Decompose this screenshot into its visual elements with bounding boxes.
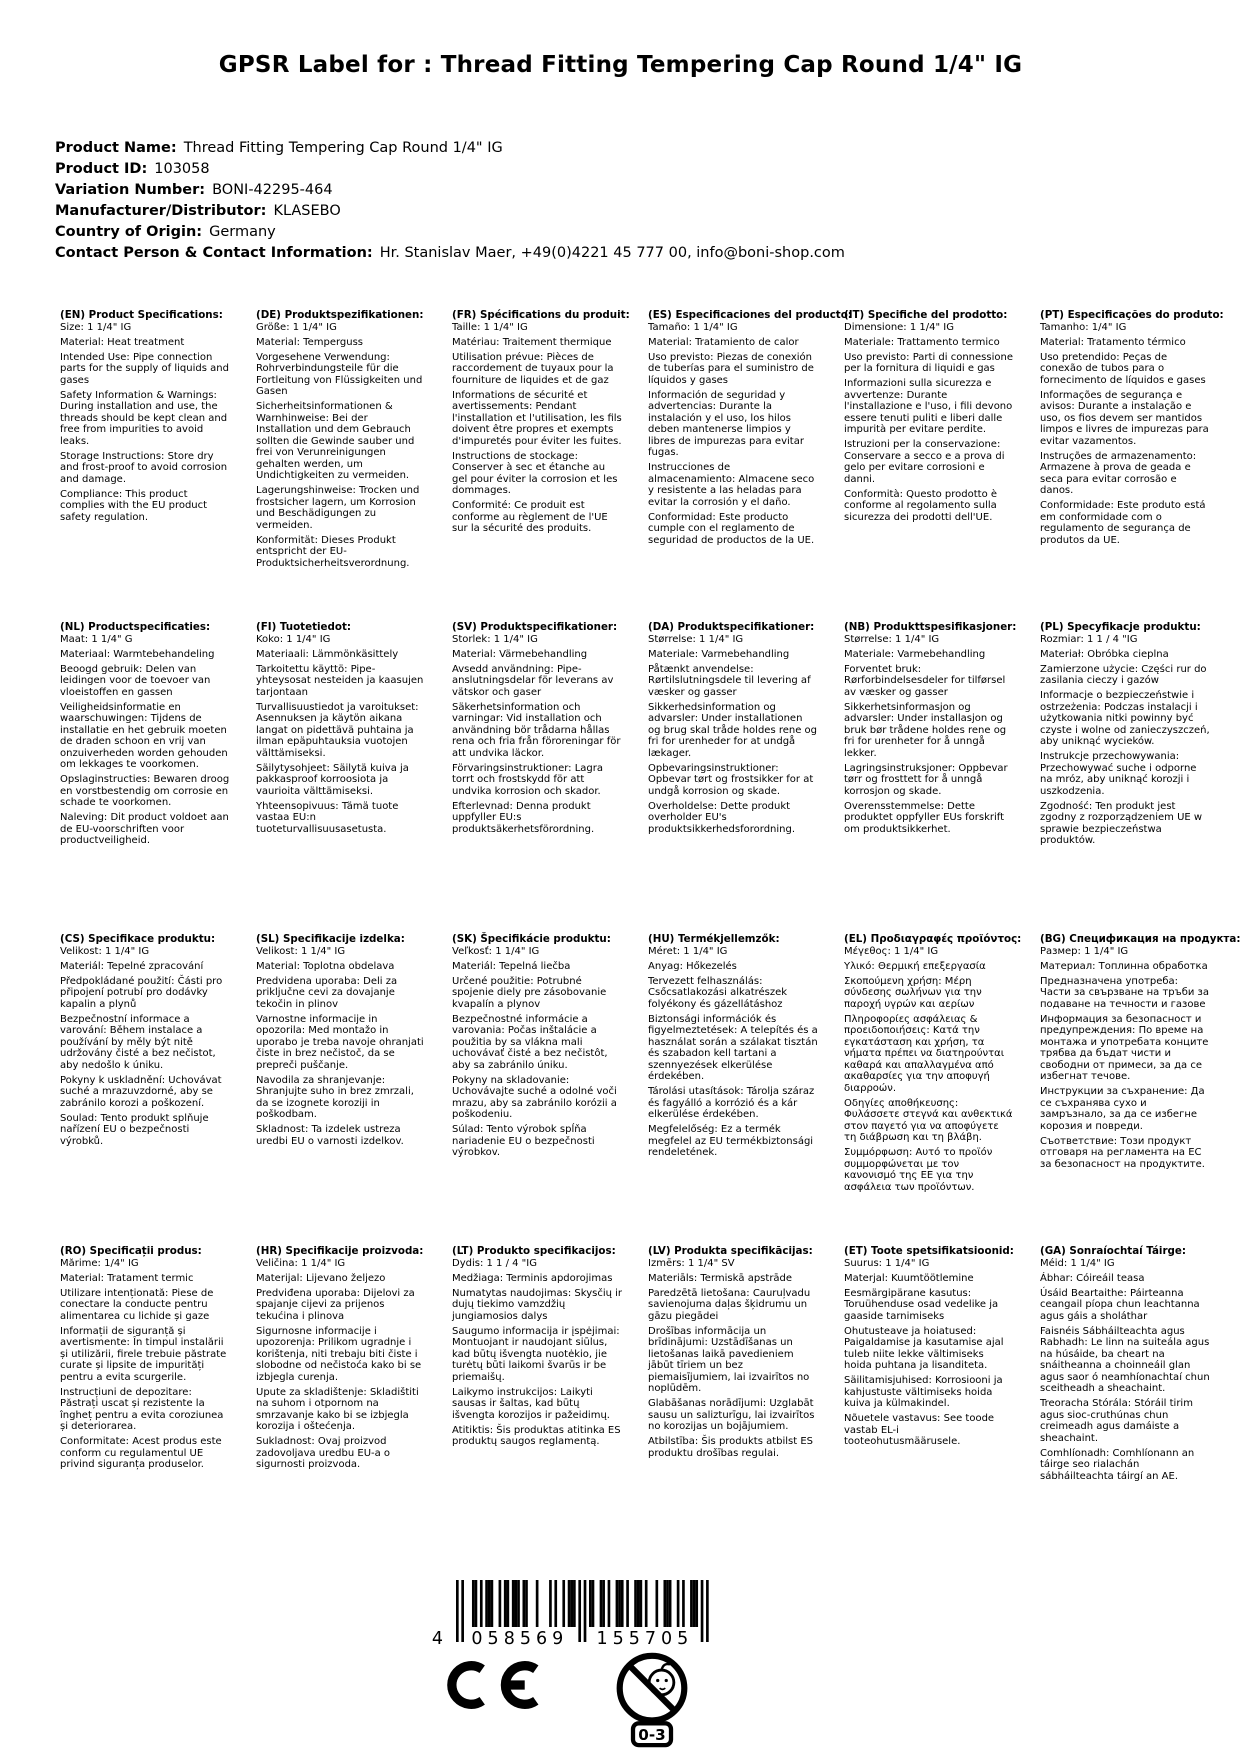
lang-block-lv bbox=[648, 1246, 818, 1558]
block-title: (IT) Specifiche del prodotto: bbox=[844, 309, 1008, 321]
block-title: (ET) Toote spetsifikatsioonid: bbox=[844, 1245, 1014, 1257]
block-paragraph: Turvallisuustiedot ja varoitukset: Asennuksen ja käytön aikana langat on pidettävä puhtaina ja ilman epäpuhtauksia vuotojen välttämiseksi. bbox=[256, 701, 419, 759]
block-paragraph: Yhteensopivuus: Tämä tuote vastaa EU:n tuoteturvallisuusasetusta. bbox=[256, 800, 399, 835]
block-paragraph: Säilitamisjuhised: Korrosiooni ja kahjustuste vältimiseks hoida kuiva ja külmakindel. bbox=[844, 1375, 1003, 1409]
block-paragraph: Conformité: Ce produit est conforme au règlement de l'UE sur la sécurité des produits. bbox=[452, 500, 608, 534]
lang-block-pt bbox=[1040, 309, 1224, 622]
block-size-line: Tamanho: 1/4" IG bbox=[1040, 321, 1127, 333]
block-size-line: Izmērs: 1 1/4" SV bbox=[648, 1257, 735, 1269]
block-paragraph: Soulad: Tento produkt splňuje nařízení EU o bezpečnosti výrobků. bbox=[60, 1112, 209, 1147]
block-paragraph: Material: Tratament termic bbox=[60, 1272, 194, 1284]
block-paragraph: Información de seguridad y advertencias: Durante la instalación y el uso, los hilos deben mantenerse limpios y libres de impurezas para evitar fugas. bbox=[648, 389, 804, 458]
block-paragraph: Comhlíonadh: Comhlíonann an táirge seo rialachán sábháilteachta táirgí an AE. bbox=[1040, 1447, 1195, 1482]
block-paragraph: Veiligheidsinformatie en waarschuwingen: Tijdens de installatie en het gebruik moeten de draden schoon en vrij van onzuiverheden worden gehouden om lekkages te voorkomen. bbox=[60, 701, 228, 770]
block-title: (GA) Sonraíochtaí Táirge: bbox=[1040, 1245, 1187, 1257]
block-paragraph: Sikkerhetsinformasjon og advarsler: Under installasjon og bruk bør trådene holdes rene og fri for urenheter for å unngå lekker. bbox=[844, 701, 1007, 759]
product-name-row bbox=[55, 138, 845, 159]
block-size-line: Taille: 1 1/4" IG bbox=[452, 321, 528, 333]
variation-number-label: Variation Number: bbox=[55, 182, 206, 198]
block-paragraph: Instrucțiuni de depozitare: Păstrați uscat și rezistente la îngheț pentru a evita coroziunea și deteriorarea. bbox=[60, 1386, 224, 1432]
block-paragraph: Uso previsto: Parti di connessione per la fornitura di liquidi e gas bbox=[844, 351, 1013, 374]
block-paragraph: Storage Instructions: Store dry and frost-proof to avoid corrosion and damage. bbox=[60, 450, 228, 485]
block-size-line: Velikost: 1 1/4" IG bbox=[256, 945, 346, 957]
block-title: (LT) Produkto specifikacijos: bbox=[452, 1245, 616, 1257]
block-paragraph: Úsáid Beartaithe: Páirteanna ceangail píopa chun leachtanna agus gáis a sholáthar bbox=[1040, 1287, 1200, 1322]
block-paragraph: Tervezett felhasználás: Csőcsatlakozási alkatrészek folyékony és gázellátáshoz bbox=[648, 975, 788, 1010]
product-name-value: Thread Fitting Tempering Cap Round 1/4" IG bbox=[183, 140, 503, 156]
barcode-digits-right: 155705 bbox=[596, 1629, 694, 1649]
block-paragraph: Инструкции за съхранение: Да се съхранява сухо и замръзнало, за да се избегне корозия и повреди. bbox=[1040, 1086, 1205, 1132]
barcode-bars bbox=[432, 1580, 722, 1650]
block-paragraph: Konformität: Dieses Produkt entspricht der EU-Produktsicherheitsverordnung. bbox=[256, 534, 410, 569]
block-paragraph: Treoracha Stórála: Stóráil tirim agus sioc-cruthúnas chun creimeadh agus damáiste a sheachaint. bbox=[1040, 1398, 1193, 1444]
block-title: (FI) Tuotetiedot: bbox=[256, 621, 351, 633]
block-paragraph: Materiál: Tepelné zpracování bbox=[60, 960, 204, 972]
block-paragraph: Určené použitie: Potrubné spojenie diely pre zásobovanie kvapalín a plynov bbox=[452, 975, 607, 1010]
block-paragraph: Sikkerhedsinformation og advarsler: Under installationen og brug skal tråde holdes rene og fri for urenheder for at undgå lækager. bbox=[648, 701, 818, 759]
block-size-line: Suurus: 1 1/4" IG bbox=[844, 1257, 930, 1269]
block-paragraph: Informații de siguranță și avertismente: În timpul instalării și utilizării, firele trebuie păstrate curate și lipsite de impurități pentru a evita scurgerile. bbox=[60, 1325, 227, 1383]
block-paragraph: Medžiaga: Terminis apdorojimas bbox=[452, 1272, 613, 1284]
block-paragraph: Materjal: Kuumtöötlemine bbox=[844, 1272, 974, 1284]
lang-block-sl bbox=[256, 934, 426, 1246]
block-paragraph: Overholdelse: Dette produkt overholder EU's produktsikkerhedsforordning. bbox=[648, 800, 796, 835]
country-of-origin-value: Germany bbox=[209, 224, 276, 240]
lang-block-ro bbox=[60, 1246, 230, 1558]
block-paragraph: Материал: Топлинна обработка bbox=[1040, 960, 1208, 972]
block-paragraph: Varnostne informacije in opozorila: Med montažo in uporabo je treba navoje ohranjati čiste in brez nečistoč, da se prepreči puščanje. bbox=[256, 1013, 424, 1071]
block-paragraph: Tárolási utasítások: Tárolja száraz és fagyálló a korrózió és a kár elkerülése érdekében. bbox=[648, 1086, 815, 1120]
block-paragraph: Material: Värmebehandling bbox=[452, 648, 588, 660]
block-title: (DA) Produktspecifikationer: bbox=[648, 621, 815, 633]
product-id-value: 103058 bbox=[154, 161, 210, 177]
block-paragraph: Overensstemmelse: Dette produktet oppfyller EUs forskrift om produktsikkerhet. bbox=[844, 800, 1005, 835]
variation-number-value: BONI-42295-464 bbox=[212, 182, 333, 198]
product-info-section bbox=[55, 138, 845, 264]
block-paragraph: Předpokládané použití: Části pro připojení potrubí pro dodávky kapalin a plynů bbox=[60, 975, 223, 1010]
block-paragraph: Predviđena uporaba: Dijelovi za spajanje cijevi za prijenos tekućina i plinova bbox=[256, 1287, 415, 1322]
block-paragraph: Bezpečnostné informácie a varovania: Počas inštalácie a použitia by sa vlákna mali uchovávať čisté a bez nečistôt, aby sa zabránilo úniku. bbox=[452, 1013, 608, 1071]
block-paragraph: Πληροφορίες ασφάλειας & προειδοποιήσεις: Κατά την εγκατάσταση και χρήση, τα νήματα πρέπει να διατηρούνται καθαρά και απαλλαγμένα από ακαθαρσίες για την αποφυγή διαρροών. bbox=[844, 1013, 1005, 1094]
lang-block-cs bbox=[60, 934, 230, 1246]
block-paragraph: Ohutusteave ja hoiatused: Paigaldamise ja kasutamise ajal tuleb niite lekke vältimiseks hoida puhtana ja lisanditeta. bbox=[844, 1325, 1004, 1371]
block-paragraph: Intended Use: Pipe connection parts for the supply of liquids and gases bbox=[60, 351, 229, 386]
lang-block-it bbox=[844, 310, 1014, 622]
block-title: (SV) Produktspecifikationer: bbox=[452, 621, 618, 633]
block-paragraph: Materiál: Tepelná liečba bbox=[452, 960, 571, 972]
block-paragraph: Materiaali: Lämmönkäsittely bbox=[256, 648, 399, 660]
block-paragraph: Laikymo instrukcijos: Laikyti sausas ir šaltas, kad būtų išvengta korozijos ir pažeidimų. bbox=[452, 1386, 610, 1421]
block-size-line: Размер: 1 1/4" IG bbox=[1040, 945, 1129, 957]
block-size-line: Velikost: 1 1/4" IG bbox=[60, 945, 150, 957]
block-paragraph: Materiale: Trattamento termico bbox=[844, 336, 1000, 348]
block-title: (BG) Спецификация на продукта: bbox=[1040, 933, 1241, 945]
lang-block-fi bbox=[256, 622, 426, 934]
block-paragraph: Ábhar: Cóireáil teasa bbox=[1040, 1272, 1145, 1284]
lang-block-nb bbox=[844, 621, 1017, 934]
block-paragraph: Informacje o bezpieczeństwie i ostrzeżenia: Podczas instalacji i użytkowania nitki powinny być czyste i wolne od zanieczyszczeń, aby uniknąć wycieków. bbox=[1040, 690, 1210, 747]
block-paragraph: Materiale: Varmebehandling bbox=[648, 648, 790, 660]
block-paragraph: Информация за безопасност и предупреждения: По време на монтажа и употребата конците трябва да бъдат чисти и свободни от примеси, за да се избегнат течове. bbox=[1040, 1013, 1209, 1082]
lang-block-sv bbox=[452, 622, 622, 934]
age-warning-icon bbox=[614, 1648, 690, 1753]
block-paragraph: Οδηγίες αποθήκευσης: Φυλάσσετε στεγνά και ανθεκτικά στον παγετό για να αποφύγετε τη διάβρωση και τη βλάβη. bbox=[844, 1097, 1013, 1143]
block-paragraph: Drošības informācija un brīdinājumi: Uzstādīšanas un lietošanas laikā pavedieniem jābūt tīriem un bez piemaisījumiem, lai izvairītos no noplūdēm. bbox=[648, 1325, 810, 1394]
block-paragraph: Uso previsto: Piezas de conexión de tuberías para el suministro de líquidos y gases bbox=[648, 351, 814, 386]
block-paragraph: Opbevaringsinstruktioner: Opbevar tørt og frostsikker for at undgå korrosion og skade. bbox=[648, 762, 814, 797]
block-title: (HU) Termékjellemzők: bbox=[648, 933, 780, 945]
block-title: (HR) Specifikacije proizvoda: bbox=[256, 1245, 424, 1257]
block-paragraph: Lagringsinstruksjoner: Oppbevar tørr og frosttett for å unngå korrosjon og skade. bbox=[844, 762, 1008, 797]
block-paragraph: Säilytysohjeet: Säilytä kuiva ja pakkasproof korroosiota ja vaurioita välttämiseksi. bbox=[256, 762, 409, 797]
block-paragraph: Sukladnost: Ovaj proizvod zadovoljava uredbu EU-a o sigurnosti proizvoda. bbox=[256, 1436, 391, 1470]
ce-mark-icon bbox=[446, 1660, 542, 1710]
block-size-line: Größe: 1 1/4" IG bbox=[256, 321, 337, 333]
block-paragraph: Pokyny k uskladnění: Uchovávat suché a mrazuvzdorné, aby se zabránilo korozi a poškození. bbox=[60, 1074, 222, 1109]
lang-block-et bbox=[844, 1246, 1014, 1558]
block-paragraph: Compliance: This product complies with the EU product safety regulation. bbox=[60, 488, 208, 523]
block-paragraph: Materijal: Lijevano željezo bbox=[256, 1272, 386, 1284]
block-title: (DE) Produktspezifikationen: bbox=[256, 309, 424, 321]
block-paragraph: Materiaal: Warmtebehandeling bbox=[60, 648, 215, 660]
block-paragraph: Glabāšanas norādījumi: Uzglabāt sausu un salizturīgu, lai izvairītos no korozijas un bojājumiem. bbox=[648, 1398, 815, 1432]
product-name-label: Product Name: bbox=[55, 140, 177, 156]
block-size-line: Méid: 1 1/4" IG bbox=[1040, 1257, 1115, 1269]
block-size-line: Mărime: 1/4" IG bbox=[60, 1257, 139, 1269]
contact-label: Contact Person & Contact Information: bbox=[55, 245, 373, 261]
block-paragraph: Beoogd gebruik: Delen van leidingen voor de toevoer van vloeistoffen en gassen bbox=[60, 663, 211, 698]
block-paragraph: Zgodność: Ten produkt jest zgodny z rozporządzeniem UE w sprawie bezpieczeństwa produktów. bbox=[1040, 800, 1203, 846]
block-paragraph: Conformidad: Este producto cumple con el reglamento de seguridad de productos de la UE. bbox=[648, 511, 815, 546]
block-paragraph: Lagerungshinweise: Trocken und frostsicher lagern, um Korrosion und Beschädigungen zu vermeiden. bbox=[256, 485, 420, 531]
block-paragraph: Tarkoitettu käyttö: Pipe-yhteysosat nesteiden ja kaasujen tarjontaan bbox=[256, 663, 424, 698]
block-paragraph: Megfelelőség: Ez a termék megfelel az EU termékbiztonsági rendeletének. bbox=[648, 1124, 814, 1158]
block-paragraph: Eesmärgipärane kasutus: Toruühenduse osad vedelike ja gaaside tarnimiseks bbox=[844, 1287, 999, 1322]
block-paragraph: Navodila za shranjevanje: Shranjujte suho in brez zmrzali, da se izognete koroziji in poškodbam. bbox=[256, 1074, 414, 1120]
block-paragraph: Materiał: Obróbka cieplna bbox=[1040, 648, 1169, 660]
block-size-line: Μέγεθος: 1 1/4" IG bbox=[844, 945, 939, 957]
block-paragraph: Uso pretendido: Peças de conexão de tubos para o fornecimento de líquidos e gases bbox=[1040, 351, 1206, 386]
block-paragraph: Säkerhetsinformation och varningar: Vid installation och användning bör trådarna hållas rena och fria från föroreningar för att undvika läckor. bbox=[452, 701, 621, 759]
block-title: (RO) Specificații produs: bbox=[60, 1245, 202, 1257]
contact-value: Hr. Stanislav Maer, +49(0)4221 45 777 00, info@boni-shop.com bbox=[379, 245, 845, 261]
block-paragraph: Naleving: Dit product voldoet aan de EU-voorschriften voor productveiligheid. bbox=[60, 812, 229, 846]
block-paragraph: Nõuetele vastavus: See toode vastab EL-i tooteohutusmäärusele. bbox=[844, 1413, 995, 1447]
manufacturer-row bbox=[55, 201, 845, 222]
block-title: (NL) Productspecificaties: bbox=[60, 621, 211, 633]
block-paragraph: Conformità: Questo prodotto è conforme al regolamento sulla sicurezza dei prodotti dell'UE. bbox=[844, 488, 998, 523]
block-paragraph: Istruzioni per la conservazione: Conservare a secco e a prova di gelo per evitare corrosioni e danni. bbox=[844, 439, 1005, 485]
block-title: (LV) Produkta specifikācijas: bbox=[648, 1245, 813, 1257]
block-paragraph: Efterlevnad: Denna produkt uppfyller EU:s produktsäkerhetsförordning. bbox=[452, 800, 595, 835]
block-paragraph: Zamierzone użycie: Części rur do zasilania cieczy i gazów bbox=[1040, 663, 1207, 686]
manufacturer-value: KLASEBO bbox=[273, 203, 341, 219]
lang-block-el bbox=[844, 933, 1022, 1246]
age-warning-label: 0-3 bbox=[638, 1725, 666, 1744]
block-paragraph: Material: Tratamiento de calor bbox=[648, 336, 799, 348]
block-paragraph: Σκοπούμενη χρήση: Μέρη σύνδεσης σωλήνων για την παροχή υγρών και αερίων bbox=[844, 975, 982, 1010]
block-paragraph: Utilizare intenționată: Piese de conectare la conducte pentru alimentarea cu lichide și gaze bbox=[60, 1287, 214, 1322]
block-paragraph: Avsedd användning: Pipe-anslutningsdelar för leverans av vätskor och gaser bbox=[452, 663, 614, 698]
block-paragraph: Materiāls: Termiskā apstrāde bbox=[648, 1272, 793, 1284]
block-title: (SL) Specifikacije izdelka: bbox=[256, 933, 405, 945]
block-paragraph: Materiale: Varmebehandling bbox=[844, 648, 986, 660]
country-of-origin-row bbox=[55, 222, 845, 243]
block-paragraph: Skladnost: Ta izdelek ustreza uredbi EU o varnosti izdelkov. bbox=[256, 1124, 404, 1147]
block-title: (PL) Specyfikacje produktu: bbox=[1040, 621, 1201, 633]
block-paragraph: Atitiktis: Šis produktas atitinka ES produktų saugos reglamentą. bbox=[452, 1424, 621, 1447]
block-paragraph: Upute za skladištenje: Skladištiti na suhom i otpornom na smrzavanje kako bi se izbjegla korozija i oštećenja. bbox=[256, 1386, 419, 1432]
block-paragraph: Informations de sécurité et avertissements: Pendant l'installation et l'utilisation, les fils doivent être propres et exempts d'impuretés pour éviter les fuites. bbox=[452, 389, 622, 447]
block-paragraph: Instrukcje przechowywania: Przechowywać suche i odporne na mróz, aby uniknąć korozji i uszkodzenia. bbox=[1040, 751, 1197, 797]
block-size-line: Koko: 1 1/4" IG bbox=[256, 633, 331, 645]
block-paragraph: Instruções de armazenamento: Armazene à prova de geada e seca para evitar corrosão e danos. bbox=[1040, 450, 1197, 496]
manufacturer-label: Manufacturer/Distributor: bbox=[55, 203, 267, 219]
block-paragraph: Faisnéis Sábháilteachta agus Rabhadh: Le linn na suiteála agus na húsáide, ba cheart na snáitheanna a choinneáil glan agus saor ó neamhíonachtaí chun sceitheadh a sheachaint. bbox=[1040, 1325, 1210, 1394]
block-paragraph: Biztonsági információk és figyelmeztetések: A telepítés és a használat során a szálakat tisztán és szabadon kell tartani a szennyezések elkerülése érdekében. bbox=[648, 1013, 818, 1082]
block-paragraph: Predvidena uporaba: Deli za priključne cevi za dovajanje tekočin in plinov bbox=[256, 975, 398, 1010]
block-title: (EL) Προδιαγραφές προϊόντος: bbox=[844, 933, 1022, 945]
block-paragraph: Matériau: Traitement thermique bbox=[452, 336, 612, 348]
barcode-digits-left: 058569 bbox=[471, 1629, 569, 1649]
block-size-line: Størrelse: 1 1/4" IG bbox=[648, 633, 744, 645]
ean13-barcode bbox=[432, 1580, 722, 1650]
page-title: GPSR Label for : Thread Fitting Tempering Cap Round 1/4" IG bbox=[218, 52, 1023, 78]
country-of-origin-label: Country of Origin: bbox=[55, 224, 203, 240]
block-title: (NB) Produkttspesifikasjoner: bbox=[844, 621, 1017, 633]
block-paragraph: Opslaginstructies: Bewaren droog en vorstbestendig om corrosie en schade te voorkomen. bbox=[60, 774, 230, 808]
block-size-line: Dydis: 1 1 / 4 "IG bbox=[452, 1257, 537, 1269]
product-id-label: Product ID: bbox=[55, 161, 148, 177]
block-paragraph: Conformidade: Este produto está em conformidade com o regulamento de segurança de produtos da UE. bbox=[1040, 500, 1206, 546]
lang-block-pl bbox=[1040, 622, 1210, 934]
lang-block-hu bbox=[648, 934, 818, 1246]
block-size-line: Rozmiar: 1 1 / 4 "IG bbox=[1040, 633, 1138, 645]
lang-block-fr bbox=[452, 309, 630, 622]
block-title: (CS) Specifikace produktu: bbox=[60, 933, 216, 945]
block-paragraph: Instrucciones de almacenamiento: Almacene seco y resistente a las heladas para evitar la corrosión y el daño. bbox=[648, 462, 815, 508]
lang-block-ga bbox=[1040, 1246, 1210, 1558]
block-paragraph: Informazioni sulla sicurezza e avvertenze: Durante l'installazione e l'uso, i fili devono essere tenuti puliti e liberi dalle impurità per evitare perdite. bbox=[844, 378, 1013, 435]
block-size-line: Tamaño: 1 1/4" IG bbox=[648, 321, 738, 333]
language-blocks-grid bbox=[60, 309, 1241, 1558]
block-size-line: Storlek: 1 1/4" IG bbox=[452, 633, 538, 645]
block-paragraph: Material: Tratamento térmico bbox=[1040, 336, 1186, 348]
block-paragraph: Material: Heat treatment bbox=[60, 336, 185, 348]
block-size-line: Veličina: 1 1/4" IG bbox=[256, 1257, 346, 1269]
block-paragraph: Υλικό: Θερμική επεξεργασία bbox=[844, 960, 986, 972]
lang-block-hr bbox=[256, 1246, 426, 1558]
block-paragraph: Informações de segurança e avisos: Durante a instalação e uso, os fios devem ser mantidos limpos e livres de impurezas para evitar vazamentos. bbox=[1040, 389, 1209, 447]
lang-block-de bbox=[256, 310, 426, 622]
block-paragraph: Συμμόρφωση: Αυτό το προϊόν συμμορφώνεται με τον κανονισμό της ΕΕ για την ασφάλεια των προϊόντων. bbox=[844, 1147, 993, 1193]
block-paragraph: Förvaringsinstruktioner: Lagra torrt och frostskydd för att undvika korrosion och skador. bbox=[452, 762, 604, 797]
block-paragraph: Paredzētā lietošana: Cauruļvadu savienojuma daļas šķidrumu un gāzu piegādei bbox=[648, 1287, 811, 1322]
block-paragraph: Anyag: Hőkezelés bbox=[648, 960, 737, 972]
block-paragraph: Conformitate: Acest produs este conform cu regulamentul UE privind siguranța produselor. bbox=[60, 1436, 222, 1470]
product-id-row bbox=[55, 159, 845, 180]
block-size-line: Maat: 1 1/4" G bbox=[60, 633, 133, 645]
block-size-line: Veľkosť: 1 1/4" IG bbox=[452, 945, 540, 957]
lang-block-es bbox=[648, 309, 852, 622]
lang-block-nl bbox=[60, 622, 230, 934]
lang-block-da bbox=[648, 622, 818, 934]
block-paragraph: Material: Temperguss bbox=[256, 336, 364, 348]
block-paragraph: Sigurnosne informacije i upozorenja: Prilikom ugradnje i korištenja, niti trebaju biti čiste i slobodne od nečistoća kako bi se izbjegla curenja. bbox=[256, 1325, 422, 1383]
block-paragraph: Súlad: Tento výrobok spĺňa nariadenie EU o bezpečnosti výrobkov. bbox=[452, 1124, 595, 1158]
block-size-line: Dimensione: 1 1/4" IG bbox=[844, 321, 954, 333]
block-title: (SK) Špecifikácie produktu: bbox=[452, 933, 611, 945]
lang-block-sk bbox=[452, 934, 622, 1246]
variation-number-row bbox=[55, 180, 845, 201]
block-paragraph: Numatytas naudojimas: Skysčių ir dujų tiekimo vamzdžių jungiamosios dalys bbox=[452, 1287, 623, 1322]
block-paragraph: Saugumo informacija ir įspėjimai: Montuojant ir naudojant siūlus, kad būtų išvengta nuotėkio, jie turėtų būti laikomi švarūs ir be priemaišų. bbox=[452, 1325, 620, 1383]
block-paragraph: Sicherheitsinformationen & Warnhinweise: Bei der Installation und dem Gebrauch sollten die Gewinde sauber und frei von Verunreinigungen gehalten werden, um Undichtigkeiten zu vermeiden. bbox=[256, 401, 415, 481]
block-title: (FR) Spécifications du produit: bbox=[452, 309, 630, 321]
lang-block-en bbox=[60, 310, 230, 622]
block-size-line: Méret: 1 1/4" IG bbox=[648, 945, 728, 957]
block-paragraph: Съответствие: Този продукт отговаря на регламента на ЕС за безопасност на продуктите. bbox=[1040, 1135, 1205, 1170]
block-title: (EN) Product Specifications: bbox=[60, 309, 223, 321]
contact-row bbox=[55, 243, 845, 264]
barcode-digit-lead: 4 bbox=[432, 1629, 448, 1649]
block-size-line: Størrelse: 1 1/4" IG bbox=[844, 633, 940, 645]
block-paragraph: Atbilstība: Šis produkts atbilst ES produktu drošības regulai. bbox=[648, 1436, 814, 1459]
block-paragraph: Påtænkt anvendelse: Rørtilslutningsdele til levering af væsker og gasser bbox=[648, 663, 811, 698]
block-title: (ES) Especificaciones del producto: bbox=[648, 309, 852, 321]
lang-block-bg bbox=[1040, 933, 1241, 1246]
block-paragraph: Instructions de stockage: Conserver à sec et étanche au gel pour éviter la corrosion et les dommages. bbox=[452, 450, 618, 496]
block-paragraph: Vorgesehene Verwendung: Rohrverbindungsteile für die Fortleitung von Flüssigkeiten und Gasen bbox=[256, 351, 423, 397]
block-size-line: Size: 1 1/4" IG bbox=[60, 321, 132, 333]
block-title: (PT) Especificações do produto: bbox=[1040, 309, 1224, 321]
block-paragraph: Forventet bruk: Rørforbindelsesdeler for tilførsel av væsker og gasser bbox=[844, 663, 1006, 698]
lang-block-lt bbox=[452, 1246, 622, 1558]
block-paragraph: Material: Toplotna obdelava bbox=[256, 960, 395, 972]
block-paragraph: Pokyny na skladovanie: Uchovávajte suché a odolné voči mrazu, aby sa zabránilo korózii a poškodeniu. bbox=[452, 1074, 617, 1120]
block-paragraph: Utilisation prévue: Pièces de raccordement de tuyaux pour la fourniture de liquides et de gaz bbox=[452, 351, 614, 386]
block-paragraph: Safety Information & Warnings: During installation and use, the threads should be kept clean and free from impurities to avoid leaks. bbox=[60, 389, 228, 447]
block-paragraph: Предназначена употреба: Части за свързване на тръби за подаване на течности и газове bbox=[1040, 975, 1209, 1010]
block-paragraph: Bezpečnostní informace a varování: Během instalace a používání by měly být nitě udržovány čisté a bez nečistot, aby nedošlo k úniku. bbox=[60, 1013, 216, 1071]
